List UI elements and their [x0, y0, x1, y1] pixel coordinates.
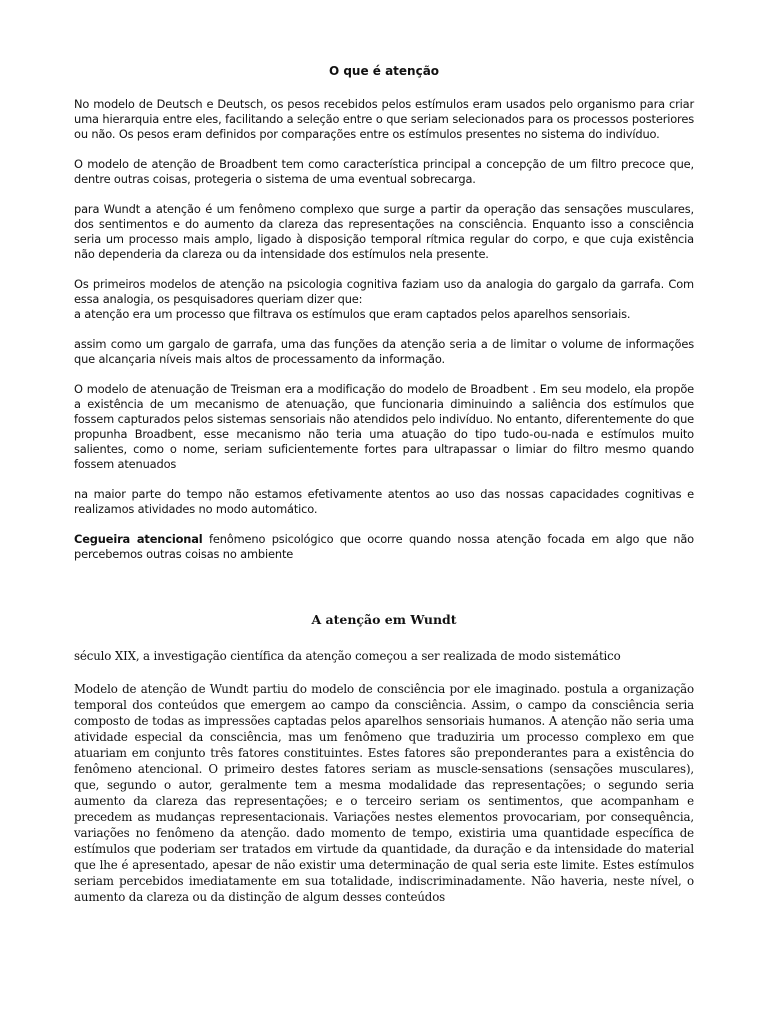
paragraph-broadbent: O modelo de atenção de Broadbent tem como característica principal a concepção de um filtro precoce que, dentre outras coisas, protegeria o sistema de uma eventual sobrecarga. [74, 157, 694, 186]
definition-cegueira-atencional: fenômeno psicológico que ocorre quando nossa atenção focada em algo que não percebemos outras coisas no ambiente [74, 532, 694, 561]
paragraph-deutsch: No modelo de Deutsch e Deutsch, os pesos recebidos pelos estímulos eram usados pelo organismo para criar uma hierarquia entre eles, facilitando a seleção entre o que seriam selecionados para os processos posteriores ou não. Os pesos eram definidos por comparações entre os estímulos presentes no sistema do indivíduo. [74, 97, 694, 141]
paragraph-filtro: a atenção era um processo que filtrava os estímulos que eram captados pelos aparelhos sensoriais. [74, 307, 631, 321]
paragraph-wundt-summary: para Wundt a atenção é um fenômeno complexo que surge a partir da operação das sensações musculares, dos sentimentos e do aumento da clareza das representações na consciência. Enquanto isso a consciência seria um processo mais amplo, ligado à disposição temporal rítmica regular do corpo, e que cuja existência não dependeria da clareza ou da intensidade dos estímulos nela presente. [74, 202, 694, 261]
section-o-que-e-atencao [74, 64, 694, 577]
paragraph-gargalo: Os primeiros modelos de atenção na psicologia cognitiva faziam uso da analogia do gargalo da garrafa. Com essa analogia, os pesquisadores queriam dizer que: [74, 277, 694, 306]
section-title: O que é atenção [328, 64, 440, 78]
section-title: A atenção em Wundt [311, 612, 457, 627]
paragraph-limitar-volume: assim como um gargalo de garrafa, uma das funções da atenção seria a de limitar o volume de informações que alcançaria níveis mais altos de processamento da informação. [74, 337, 694, 366]
paragraph-treisman: O modelo de atenuação de Treisman era a modificação do modelo de Broadbent . Em seu modelo, ela propõe a existência de um mecanismo de atenuação, que funcionaria diminuindo a saliência dos estímulos que fossem capturados pelos sistemas sensoriais não atendidos pelo indivíduo. No entanto, diferentemente do que propunha Broadbent, esse mecanismo não teria uma atuação do tipo tudo-ou-nada e estímulos muito salientes, como o nome, seriam suficientemente fortes para ultrapassar o limiar do filtro mesmo quando fossem atenuados [74, 382, 694, 471]
paragraph-modelo-wundt: Modelo de atenção de Wundt partiu do modelo de consciência por ele imaginado. postula a organização temporal dos conteúdos que emergem ao campo da consciência. Assim, o campo da consciência seria composto de todas as impressões captadas pelos aparelhos sensoriais humanos. A atenção não seria uma atividade especial da consciência, mas um fenômeno que traduziria um processo complexo em que atuariam em conjunto três fatores constituintes. Estes fatores são preponderantes para a existência do fenômeno atencional. O primeiro destes fatores seriam as muscle-sensations (sensações musculares), que, segundo o autor, geralmente tem a mesma modalidade das representações; o segundo seria aumento da clareza das representações; e o terceiro seriam os sentimentos, que acompanham e precedem as mudanças representacionais. Variações nestes elementos provocariam, por consequência, variações no fenômeno da atenção. dado momento de tempo, existiria uma quantidade específica de estímulos que poderiam ser tratados em virtude da quantidade, da duração e da intensidade do material que lhe é apresentado, apesar de não existir uma determinação de qual seria este limite. Estes estímulos seriam percebidos imediatamente em sua totalidade, indiscriminadamente. Não haveria, neste nível, o aumento da clareza ou da distinção de algum desses conteúdos [74, 682, 694, 904]
paragraph-cegueira-atencional [74, 532, 694, 562]
paragraph-automatico: na maior parte do tempo não estamos efetivamente atentos ao uso das nossas capacidades cognitivas e realizamos atividades no modo automático. [74, 487, 694, 516]
paragraph-seculo-xix: século XIX, a investigação científica da atenção começou a ser realizada de modo sistemático [74, 649, 621, 663]
section-atencao-em-wundt [74, 612, 694, 922]
term-cegueira-atencional: Cegueira atencional [74, 532, 203, 546]
